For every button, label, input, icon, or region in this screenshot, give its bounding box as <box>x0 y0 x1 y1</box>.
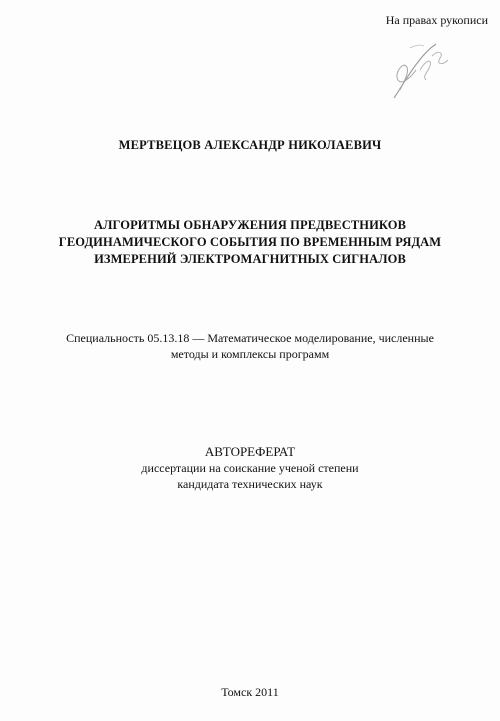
rights-notice: На правах рукописи <box>385 13 488 27</box>
handwritten-signature <box>380 40 460 105</box>
specialty-block <box>30 330 470 362</box>
abstract-line: диссертации на соискание ученой степени <box>141 461 359 475</box>
specialty-line: Специальность 05.13.18 — Математическое моделирование, численные <box>66 331 434 345</box>
dissertation-title <box>0 217 500 268</box>
title-line: АЛГОРИТМЫ ОБНАРУЖЕНИЯ ПРЕДВЕСТНИКОВ <box>93 218 407 232</box>
specialty-line: методы и комплексы программ <box>170 347 330 361</box>
title-line: ИЗМЕРЕНИЙ ЭЛЕКТРОМАГНИТНЫХ СИГНАЛОВ <box>94 252 406 266</box>
author-name: МЕРТВЕЦОВ АЛЕКСАНДР НИКОЛАЕВИЧ <box>118 138 382 152</box>
abstract-line: кандидата технических наук <box>177 477 323 491</box>
abstract-block <box>0 444 500 492</box>
title-line: ГЕОДИНАМИЧЕСКОГО СОБЫТИЯ ПО ВРЕМЕННЫМ РЯДАМ <box>58 235 442 249</box>
abstract-heading: АВТОРЕФЕРАТ <box>204 444 296 459</box>
city-year: Томск 2011 <box>221 685 279 699</box>
